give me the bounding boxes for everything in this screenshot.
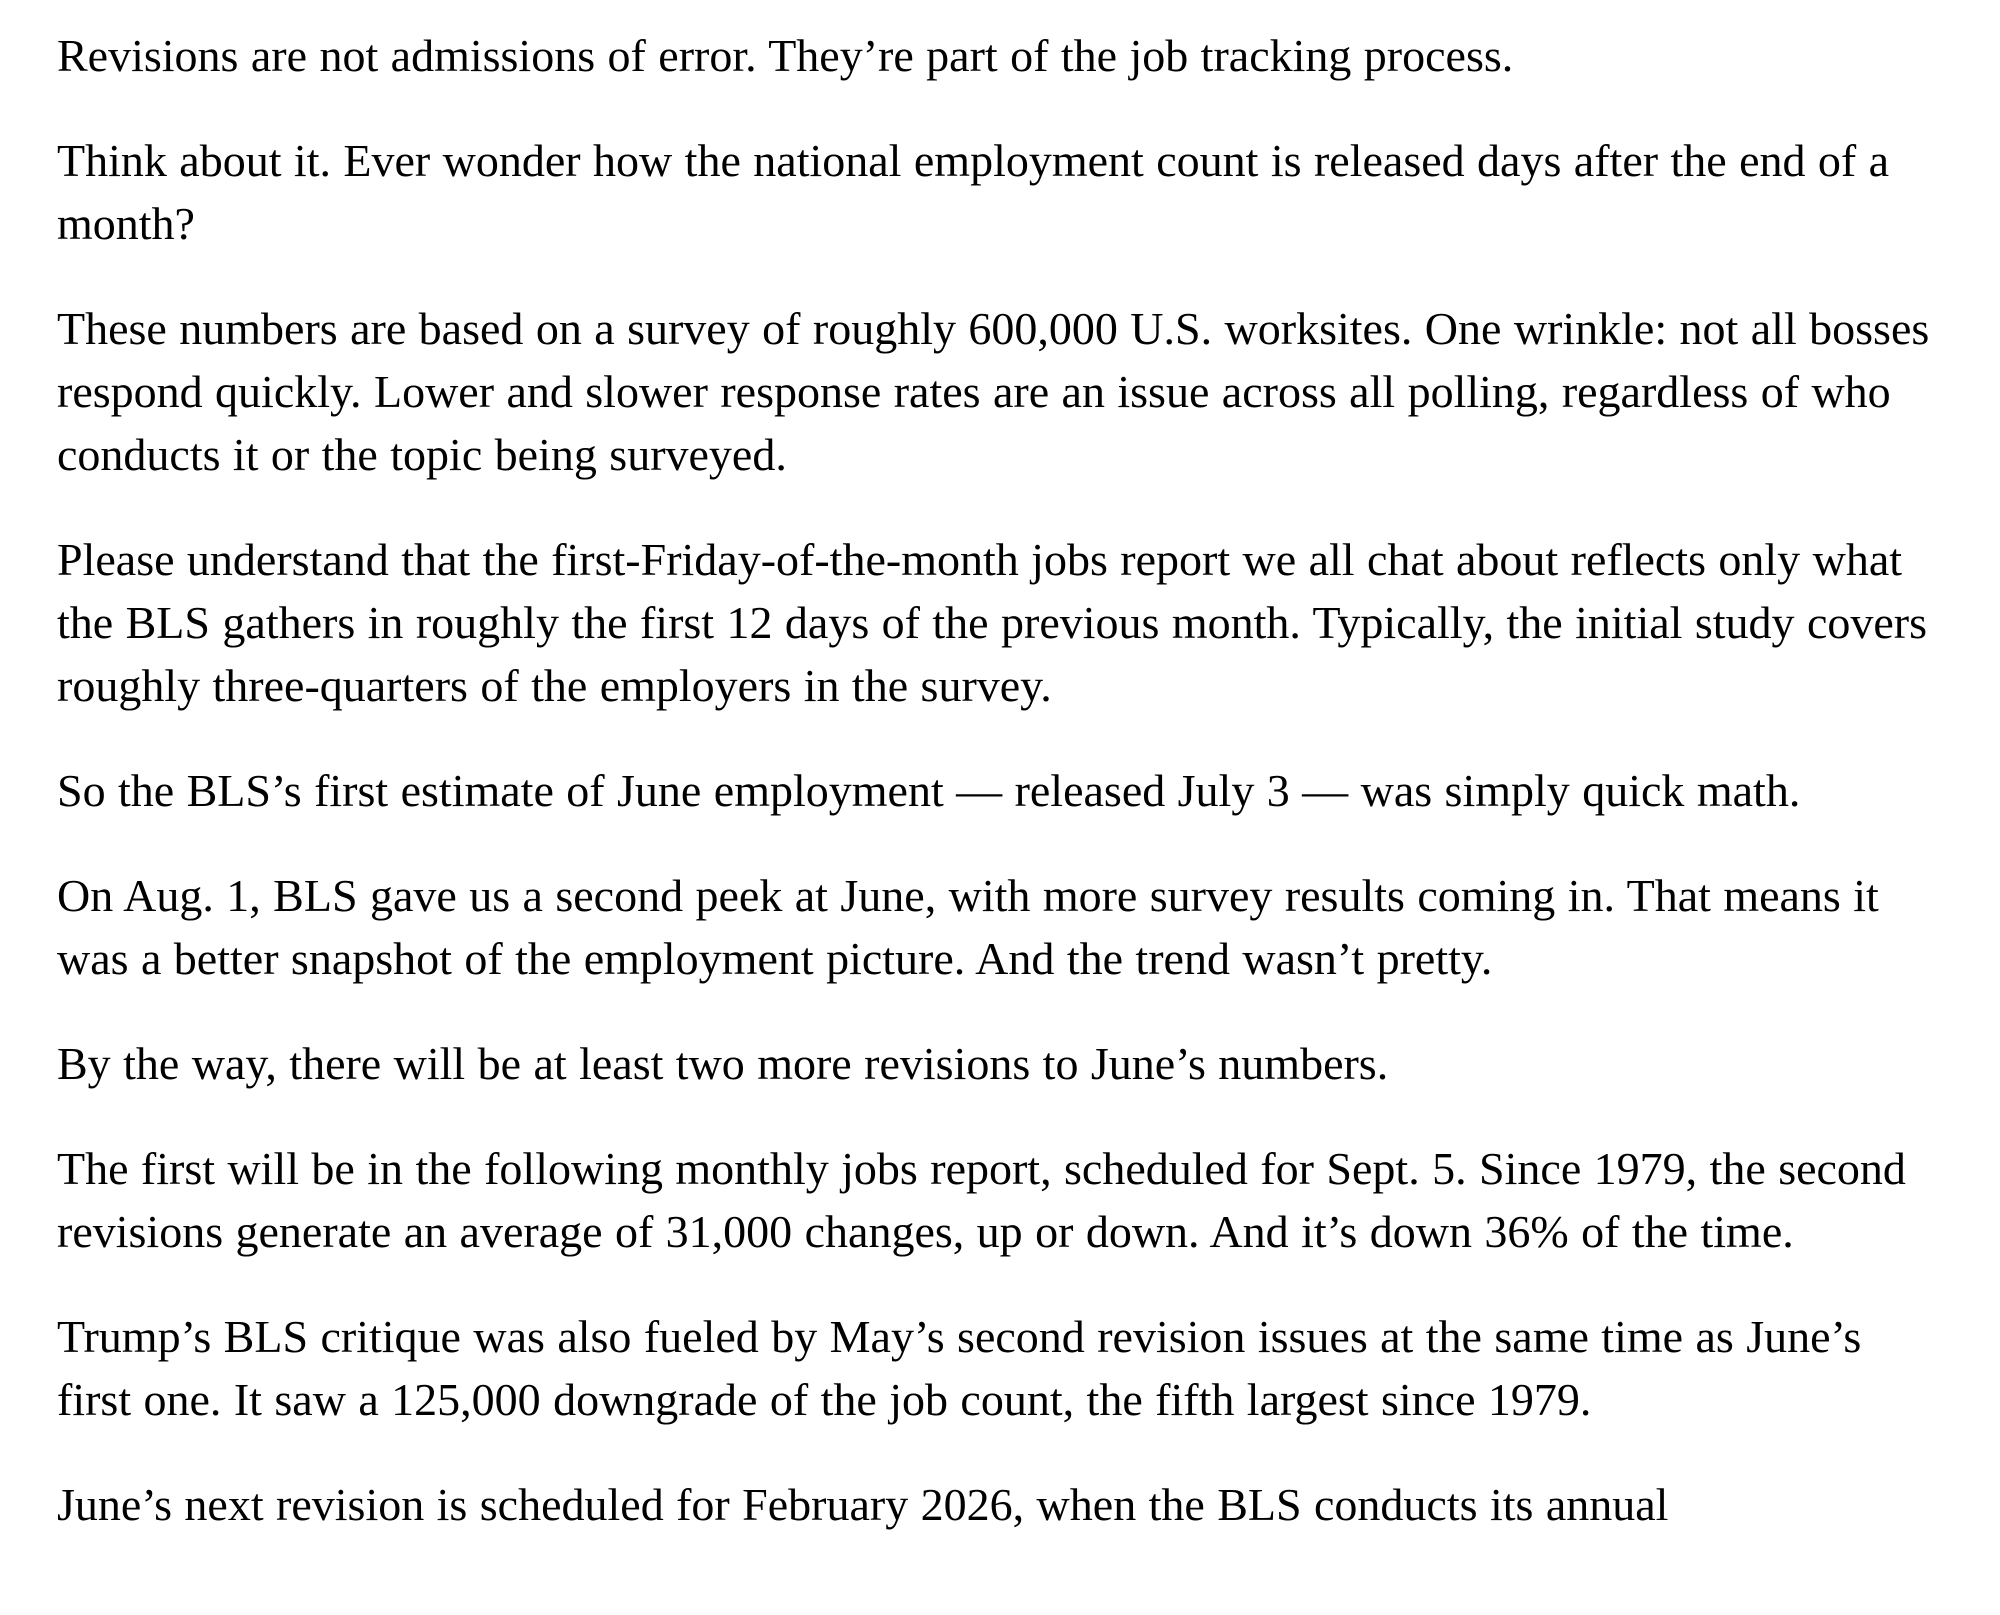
paragraph: By the way, there will be at least two more revisions to June’s numbers.	[57, 1038, 1389, 1089]
paragraph: Please understand that the first-Friday-of-the-month jobs report we all chat about reflects only what the BLS gathers in roughly the first 12 days of the previous month. Typically, the initial study covers roughly three-quarters of the employers in the survey.	[57, 534, 1928, 711]
paragraph: On Aug. 1, BLS gave us a second peek at June, with more survey results coming in. That means it was a better snapshot of the employment picture. And the trend wasn’t pretty.	[57, 870, 1879, 984]
paragraph: June’s next revision is scheduled for February 2026, when the BLS conducts its annual	[57, 1479, 1669, 1530]
paragraph: So the BLS’s first estimate of June employment — released July 3 — was simply quick math.	[57, 765, 1801, 816]
paragraph: Think about it. Ever wonder how the national employment count is released days after the end of a month?	[57, 135, 1890, 249]
paragraph: Revisions are not admissions of error. They’re part of the job tracking process.	[57, 30, 1514, 81]
paragraph: These numbers are based on a survey of roughly 600,000 U.S. worksites. One wrinkle: not all bosses respond quickly. Lower and slower response rates are an issue across all polling, regardless of who conducts it or the topic being surveyed.	[57, 303, 1930, 480]
paragraph: The first will be in the following monthly jobs report, scheduled for Sept. 5. Since 1979, the second revisions generate an average of 31,000 changes, up or down. And it’s down 36% of the time.	[57, 1143, 1906, 1257]
paragraph: Trump’s BLS critique was also fueled by May’s second revision issues at the same time as June’s first one. It saw a 125,000 downgrade of the job count, the fifth largest since 1979.	[57, 1311, 1862, 1425]
